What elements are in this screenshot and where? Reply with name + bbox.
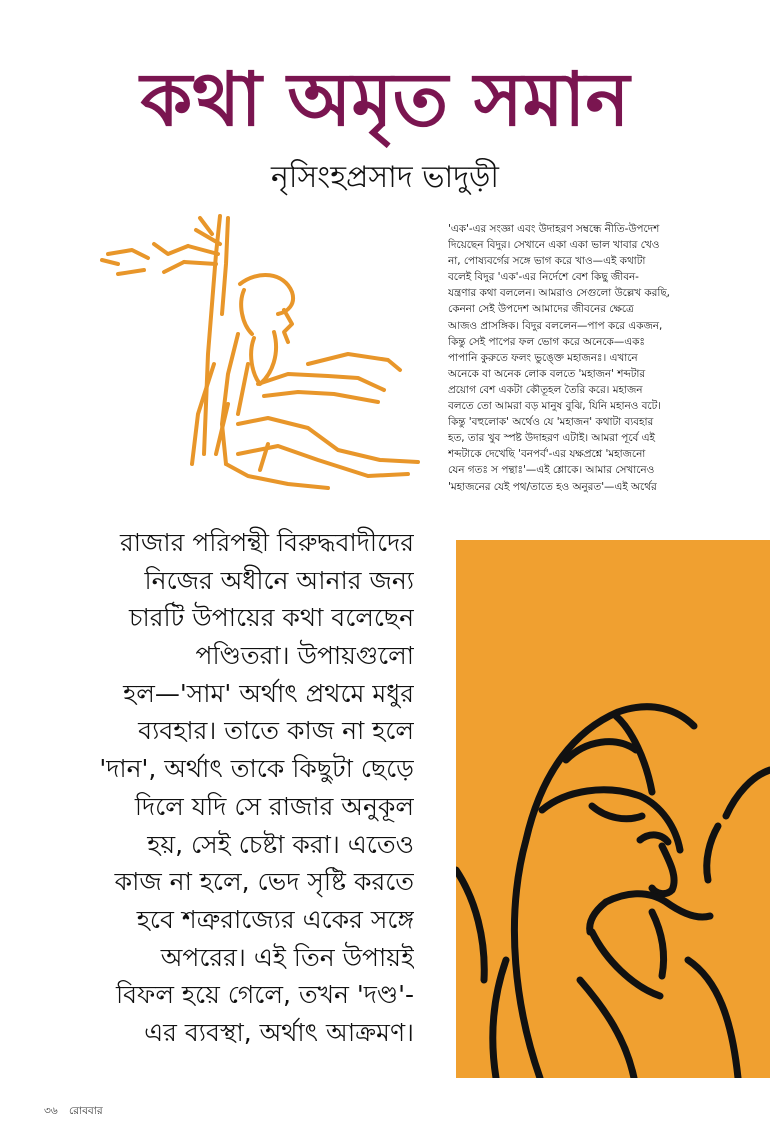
sidebar-line: কিন্তু সেই পাপের ফল ভোগ করে অনেকে—একঃ xyxy=(448,335,645,348)
main-line: পণ্ডিতরা। উপায়গুলো xyxy=(195,641,414,671)
author-name: নৃসিংহপ্রসাদ ভাদুড়ী xyxy=(270,160,499,195)
sidebar-column xyxy=(448,221,762,495)
main-line: 'দান', অর্থাৎ তাকে কিছুটা ছেড়ে xyxy=(99,754,414,784)
main-line: নিজের অধীনে আনার জন্য xyxy=(144,565,414,595)
main-line: দিলে যদি সে রাজার অনুকূল xyxy=(134,791,414,821)
main-line: বিফল হয়ে গেলে, তখন 'দণ্ড'- xyxy=(115,980,414,1010)
sidebar-line: কিন্তু 'বহুলোক' অর্থেও যে 'মহাজন' কথাটা ব্যবহার xyxy=(448,416,654,429)
main-column xyxy=(42,524,414,1052)
sage-seated-sketch xyxy=(88,214,428,504)
sidebar-line: দিয়েছেন বিদুর। সেখানে একা একা ভাল খাবার খেও xyxy=(448,239,660,252)
main-line: অপরের। এই তিন উপায়ই xyxy=(160,942,414,972)
section-name: রোববার xyxy=(69,1105,103,1117)
sidebar-line: শব্দটাকে দেখেছি 'বনপর্ব'-এর যক্ষপ্রশ্নে 'মহাজনো xyxy=(448,448,646,461)
main-line: হল—'সাম' অর্থাৎ প্রথমে মধুর xyxy=(123,678,414,708)
sidebar-line: প্রয়োগ বেশ একটা কৌতূহল তৈরি করে। মহাজন xyxy=(448,383,643,396)
sidebar-line: পাপানি কুরুতে ফলং ভুঙ্ক্তে মহাজনঃ। এখানে xyxy=(448,351,638,364)
sidebar-line: যেন গতঃ স পন্থাঃ'—এই শ্লোকে। আমার সেখানেও xyxy=(448,464,655,477)
sidebar-line: যন্ত্রণার কথা বললেন। আমরাও সেগুলো উল্লেখ করছি, xyxy=(448,287,670,300)
main-line: হয়, সেই চেষ্টা করা। এতেও xyxy=(147,829,414,859)
sidebar-line: 'এক'-এর সংজ্ঞা এবং উদাহরণ সম্বন্ধে নীতি-উপদেশ xyxy=(448,223,660,235)
sidebar-line: হত, তার খুব স্পষ্ট উদাহরণ এটাই। আমরা পূর্বে এই xyxy=(448,432,655,445)
sidebar-line: অনেকে বা অনেক লোক বলতে 'মহাজন' শব্দটার xyxy=(448,367,646,380)
main-line: চারটি উপায়ের কথা বলেছেন xyxy=(129,603,414,633)
main-line: কাজ না হলে, ভেদ সৃষ্টি করতে xyxy=(114,867,414,897)
sidebar-line: কেননা সেই উপদেশ আমাদের জীবনের ক্ষেত্রে xyxy=(448,303,634,316)
page-number: ৩৬ xyxy=(44,1105,58,1117)
sidebar-line: না, পোষ্যবর্গের সঙ্গে ভাগ করে খাও—এই কথাটা xyxy=(448,255,646,268)
main-line: রাজার পরিপন্থী বিরুদ্ধবাদীদের xyxy=(120,528,414,557)
main-line: হবে শত্রুরাজ্যের একের সঙ্গে xyxy=(136,904,414,934)
sidebar-line: 'মহাজনের যেই পথ/তাতে হও অনুরত'—এই অর্থের xyxy=(448,480,657,493)
page-footer xyxy=(44,1104,111,1118)
sidebar-line: আজও প্রাসঙ্গিক। বিদুর বললেন—পাপ করে একজন, xyxy=(448,319,663,332)
main-line: ব্যবহার। তাতে কাজ না হলে xyxy=(138,716,414,746)
sidebar-line: বলেই বিদুর 'এক'-এর নির্দেশে বেশ কিছু জীবন- xyxy=(448,271,639,284)
main-line: এর ব্যবস্থা, অর্থাৎ আক্রমণ। xyxy=(144,1017,414,1047)
page-title: কথা অমৃত সমান xyxy=(140,57,630,143)
sidebar-line: বলতে তো আমরা বড় মানুষ বুঝি, যিনি মহানও বটে। xyxy=(448,400,661,413)
sage-portrait-closeup xyxy=(456,540,770,1078)
